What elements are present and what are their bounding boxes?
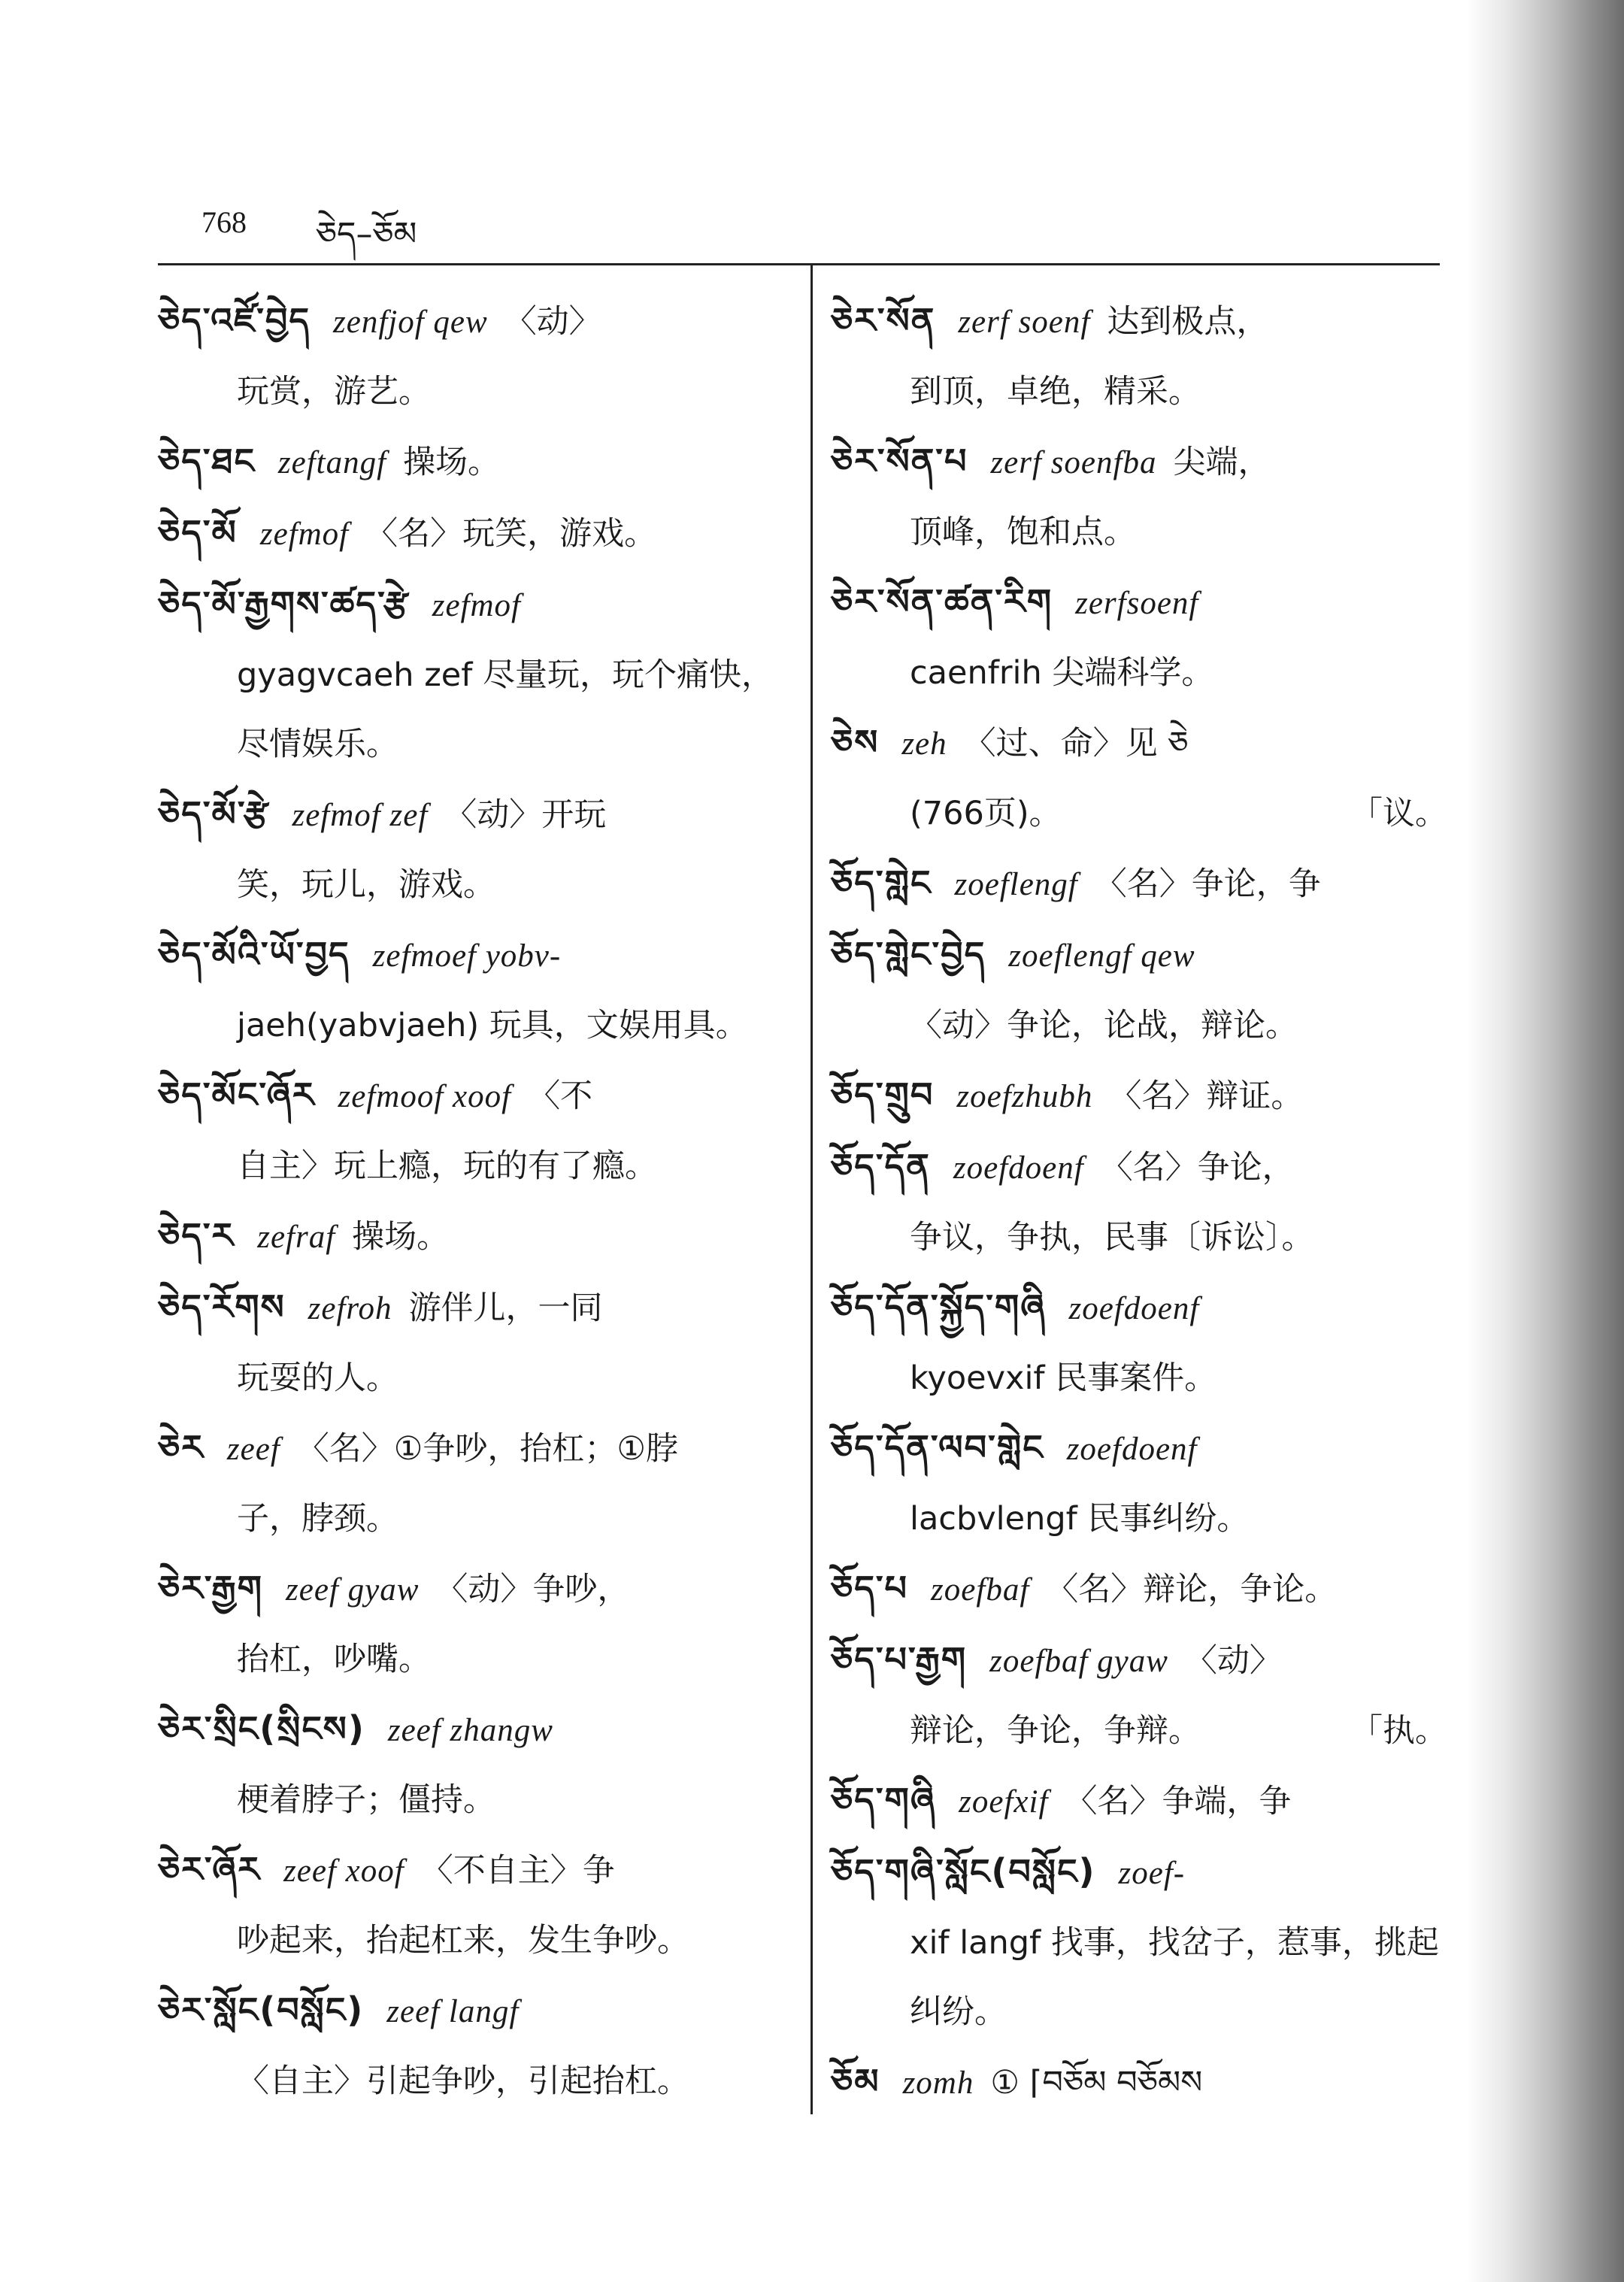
headword-romanization: zefmoof xoof [338,1079,512,1114]
dictionary-entry [831,708,1447,848]
dictionary-entry [831,1272,1447,1413]
definition: 操场。 [352,1218,450,1256]
headword-romanization: zoefdoenf [1066,1432,1198,1467]
headword-romanization: zoef- [1118,1856,1186,1891]
dictionary-entry [831,286,1447,426]
headword-romanization: zoefxif [959,1784,1049,1820]
dictionary-entry [158,1835,789,1975]
definition-continued: 梗着脖子；僵持。 [237,1781,495,1819]
definition-continued: xif langf 找事，找岔子，惹事，挑起纠纷。 [910,1924,1439,2031]
headword-tibetan: ཅོད་གཞི་སློང(བསློང) [831,1851,1096,1892]
headword-tibetan: ཅོད་གྲུབ [831,1074,935,1115]
dictionary-entry [831,1837,1447,2047]
headword-tibetan: ཅེར [158,1427,205,1468]
headword-tibetan: ཅོད་གླེང་བྱེད [831,934,986,974]
headword-romanization: zerf soenf [958,305,1091,340]
right-column [831,286,1447,2118]
definition-continued: (766页)。 [910,795,1062,832]
definition: 达到极点， [1107,303,1269,341]
left-column [158,286,789,2116]
definition-continued: 〈动〉争论，论战，辩论。 [910,1007,1298,1044]
definition-continued: 辩论，争论，争辩。 [910,1712,1201,1750]
definition-continued: 子，脖颈。 [237,1500,398,1538]
dictionary-entry [831,2047,1447,2118]
column-divider [810,265,813,2114]
headword-romanization: zerfsoenf [1075,586,1199,621]
definition: 〈动〉开玩 [444,796,607,834]
definition: 〈名〉争论， [1100,1149,1295,1186]
definition-continued: jaeh(yabvjaeh) 玩具，文娱用具。 [237,1007,748,1044]
headword-tibetan: ཅེད་མོང་ཞོར [158,1074,316,1115]
headword-tibetan: ཅོད་གཞི [831,1780,937,1820]
page-number: 768 [201,205,247,239]
dictionary-entry [158,1553,789,1694]
definition-continued: gyagvcaeh zef 尽量玩，玩个痛快，尽情娱乐。 [237,656,774,763]
dictionary-entry [158,1060,789,1201]
headword-tibetan: ཅོད་པ་རྒྱག [831,1639,968,1680]
definition: 〈动〉 [1184,1642,1282,1680]
headword-romanization: zefroh [308,1291,392,1326]
definition-continued: caenfrih 尖端科学。 [910,654,1214,692]
headword-tibetan: ཅེར་སོན་ཚན་རིག [831,581,1053,622]
definition-continued: 到顶，卓绝，精采。 [910,373,1201,411]
dictionary-entry [831,567,1447,708]
headword-romanization: zeef zhangw [387,1713,553,1748]
definition-continued: kyoevxif 民事案件。 [910,1359,1217,1397]
dictionary-entry [831,426,1447,567]
dictionary-entry [831,1765,1447,1837]
dictionary-entry [158,1201,789,1272]
definition-continued: 笑，玩儿，游戏。 [237,866,495,904]
definition: 〈名〉玩笑，游戏。 [365,515,657,553]
headword-romanization: zeef xoof [283,1853,404,1889]
headword-tibetan: ཅེད་མོའི་ཡོ་བྱད [158,934,350,974]
definition-continued: 玩耍的人。 [237,1359,398,1397]
headword-tibetan: ཅེད་ར [158,1215,235,1256]
definition-continued: 自主〉玩上瘾，玩的有了瘾。 [237,1147,657,1185]
definition-continued: 玩赏，游艺。 [237,373,431,411]
dictionary-entry [158,426,789,498]
headword-romanization: zomh [902,2065,974,2101]
headword-tibetan: ཅེར་ཞོར [158,1849,262,1890]
headword-romanization: zenfjof qew [333,305,488,340]
definition: 〈名〉辩证。 [1109,1077,1304,1115]
headword-romanization: zeef [226,1432,280,1467]
definition: ① ⌈བཅོམ བཅོམས [990,2064,1203,2102]
dictionary-entry [831,1132,1447,1272]
definition: 〈名〉①争吵，抬杠；①脖 [296,1430,678,1468]
headword-tibetan: ཅེས [831,722,880,762]
headword-tibetan: ཅེད་འཛོ་བྱེད [158,300,311,341]
headword-romanization: zefmof [259,517,350,552]
definition-continued: 吵起来，抬起杠来，发生争吵。 [237,1922,689,1959]
definition: 〈不自主〉争 [420,1852,615,1890]
definition-continued: 抬杠，吵嘴。 [237,1641,431,1678]
headword-romanization: zoeflengf [954,867,1078,902]
binding-shadow [1466,0,1624,2282]
dictionary-entry [158,779,789,920]
headword-romanization: zoefdoenf [953,1150,1084,1186]
dictionary-entry [158,498,789,569]
headword-romanization: zoefbaf gyaw [989,1644,1168,1679]
headword-tibetan: ཅེད་ཐང [158,441,256,481]
carryover-fragment: 「议。 [1350,795,1447,832]
headword-romanization: zeftangf [277,445,387,480]
headword-tibetan: ཅེད་རོགས [158,1286,286,1327]
dictionary-entry [158,286,789,426]
headword-romanization: zoefzhubh [956,1079,1093,1114]
headword-romanization: zefraf [257,1220,336,1255]
definition-continued: 争议，争执，民事〔诉讼〕。 [910,1219,1314,1256]
dictionary-entry [831,1553,1447,1625]
dictionary-entry [158,1694,789,1835]
dictionary-entry [158,1272,789,1413]
definition: 〈动〉 [504,303,601,341]
dictionary-entry [831,1060,1447,1132]
definition: 操场。 [403,444,501,481]
headword-romanization: zeh [901,726,947,762]
definition-continued: 〈自主〉引起争吵，引起抬杠。 [237,2062,689,2100]
headword-tibetan: ཅེར་སྲིང(སྲིངས) [158,1708,365,1749]
headword-romanization: zeef langf [386,1994,520,2029]
headword-tibetan: ཅོད་གླེང [831,862,932,903]
headword-tibetan: ཅེད་མོ་རྒྱགས་ཚད་རྩེ [158,583,410,624]
headword-tibetan: ཅོད་དོན་ལབ་གླེང [831,1427,1044,1468]
dictionary-entry [158,920,789,1060]
headword-tibetan: ཅེར་སློང(བསློང) [158,1990,365,2030]
definition-continued: lacbvlengf 民事纠纷。 [910,1500,1250,1538]
definition: 〈不 [528,1077,593,1115]
definition: 〈过、命〉见 ཅེ [963,725,1189,762]
headword-romanization: zefmoef yobv- [372,938,562,974]
dictionary-entry [158,1413,789,1553]
headword-romanization: zefmof [432,588,521,623]
headword-tibetan: ཅེད་མོ [158,512,238,553]
headword-romanization: zeef gyaw [286,1572,420,1608]
definition: 〈名〉争端，争 [1065,1783,1292,1820]
headword-romanization: zoefdoenf [1068,1291,1200,1326]
headword-romanization: zoefbaf [931,1572,1030,1608]
definition: 游伴儿，一同 [408,1289,603,1327]
headword-tibetan: ཅེར་སོན [831,300,936,341]
definition: 〈名〉辩论，争论。 [1046,1571,1338,1608]
dictionary-entry [158,569,789,779]
headword-romanization: zefmof zef [292,798,429,833]
headword-tibetan: ཅོམ [831,2061,880,2102]
headword-tibetan: ཅེར་སོན་པ [831,441,968,481]
dictionary-entry [158,1975,789,2116]
definition-continued: 顶峰，饱和点。 [910,514,1136,551]
header-rule [158,263,1440,265]
dictionary-entry [831,920,1447,1060]
definition: 尖端， [1173,444,1271,481]
headword-tibetan: ཅེར་རྒྱག [158,1568,264,1608]
headword-romanization: zoeflengf qew [1008,938,1195,974]
definition: 〈名〉争论，争 [1094,865,1321,903]
headword-tibetan: ཅོད་པ [831,1568,909,1608]
dictionary-entry [831,848,1447,920]
headword-tibetan: ཅེད་མོ་རྩེ [158,793,270,834]
headword-tibetan: ཅོད་དོན་སྐྱོད་གཞི [831,1286,1047,1327]
headword-tibetan: ཅོད་དོན [831,1146,931,1186]
dictionary-entry [831,1625,1447,1765]
dictionary-entry [831,1413,1447,1553]
carryover-fragment: 「执。 [1350,1712,1447,1750]
definition: 〈动〉争吵， [435,1571,630,1608]
headword-romanization: zerf soenfba [990,445,1157,480]
running-head: ཅེད–ཅོམ [316,215,417,253]
